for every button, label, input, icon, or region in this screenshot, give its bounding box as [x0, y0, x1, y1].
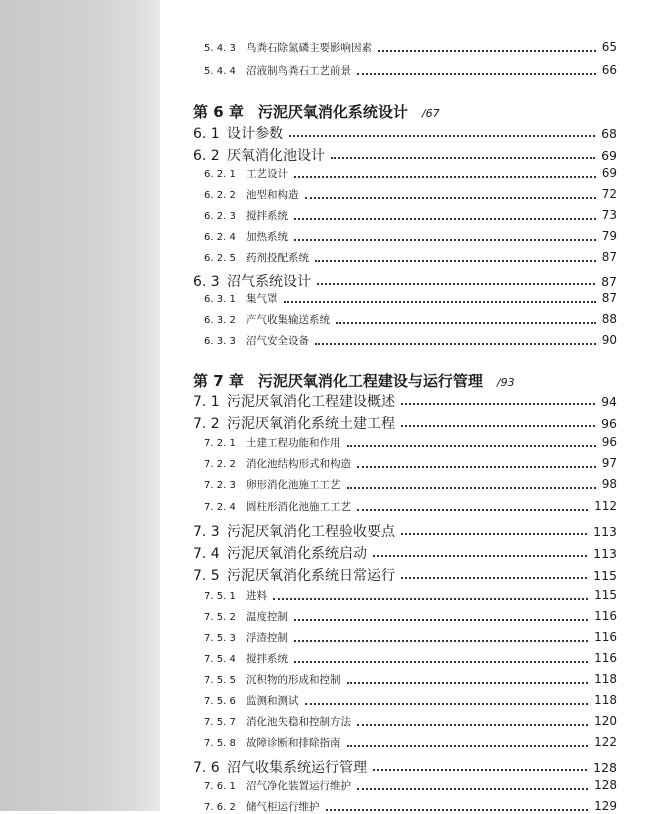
toc-entry-title: 消化池结构形式和构造	[246, 458, 351, 470]
leader-dots	[357, 509, 588, 511]
toc-entry-title: 土建工程功能和作用	[246, 437, 341, 449]
toc-entry-page: 115	[594, 588, 617, 602]
toc-section[interactable]	[193, 543, 617, 563]
toc-entry[interactable]	[204, 609, 617, 624]
toc-entry-page: 72	[601, 187, 617, 201]
toc-entry[interactable]	[204, 40, 617, 55]
toc-entry[interactable]	[204, 208, 617, 223]
toc-entry-title: 搅拌系统	[246, 210, 288, 222]
toc-entry-title: 沼液制鸟粪石工艺前景	[246, 65, 351, 77]
toc-entry-page: 98	[601, 477, 617, 491]
toc-entry-title: 污泥厌氧消化系统启动	[227, 546, 367, 562]
toc-entry-title: 污泥厌氧消化系统日常运行	[227, 568, 395, 584]
toc-entry-title: 搅拌系统	[246, 653, 288, 665]
toc-entry-title: 温度控制	[246, 611, 288, 623]
toc-entry-title: 池型和构造	[246, 189, 299, 201]
toc-entry-page: 69	[601, 148, 617, 163]
leader-dots	[373, 555, 587, 557]
toc-entry-title: 卵形消化池施工工艺	[246, 479, 341, 491]
toc-entry-number: 7. 4	[193, 546, 220, 562]
toc-entry-page: 115	[593, 568, 617, 583]
toc-entry-number: 7. 2. 3	[204, 480, 236, 491]
leader-dots	[315, 260, 596, 262]
leader-dots	[357, 724, 588, 726]
toc-entry[interactable]	[204, 693, 617, 708]
leader-dots	[401, 533, 587, 535]
toc-entry-number: 6. 1	[193, 126, 220, 142]
leader-dots	[305, 703, 589, 705]
leader-dots	[357, 73, 596, 75]
toc-entry-number: 6. 2. 1	[204, 169, 236, 180]
toc-entry-title: 沉积物的形成和控制	[246, 674, 341, 686]
leader-dots	[347, 682, 589, 684]
toc-entry-number: 7. 5. 1	[204, 591, 236, 602]
toc-entry-number: 5. 4. 3	[204, 43, 236, 54]
toc-entry-number: 6. 2. 2	[204, 190, 236, 201]
toc-entry[interactable]	[204, 499, 617, 514]
toc-entry-page: 113	[593, 546, 617, 561]
toc-entry-number: 7. 5. 2	[204, 612, 236, 623]
toc-entry[interactable]	[204, 735, 617, 750]
toc-entry-number: 7. 2	[193, 416, 220, 432]
toc-entry-page: 128	[594, 778, 617, 792]
toc-entry[interactable]	[204, 477, 617, 492]
leader-dots	[378, 50, 596, 52]
toc-entry-number: 6. 2. 4	[204, 232, 236, 243]
leader-dots	[336, 322, 596, 324]
toc-entry-page: 87	[601, 250, 617, 264]
chapter-title: 污泥厌氧消化工程建设与运行管理	[257, 372, 483, 390]
toc-entry-page: 68	[601, 126, 617, 141]
toc-entry[interactable]	[204, 651, 617, 666]
leader-dots	[347, 487, 596, 489]
toc-entry-title: 监测和测试	[246, 695, 299, 707]
toc-entry-number: 7. 2. 2	[204, 459, 236, 470]
toc-entry[interactable]	[204, 588, 617, 603]
toc-entry-page: 118	[594, 672, 617, 686]
toc-entry-title: 沼气收集系统运行管理	[227, 760, 367, 776]
leader-dots	[401, 577, 587, 579]
leader-dots	[294, 239, 596, 241]
toc-entry[interactable]	[204, 291, 617, 306]
toc-entry-number: 7. 5. 3	[204, 633, 236, 644]
toc-entry-number: 7. 5. 6	[204, 696, 236, 707]
toc-entry[interactable]	[204, 312, 617, 327]
toc-entry-page: 118	[594, 693, 617, 707]
toc-entry-page: 113	[593, 524, 617, 539]
toc-entry-page: 79	[601, 229, 617, 243]
toc-entry[interactable]	[204, 187, 617, 202]
toc-entry[interactable]	[204, 250, 617, 265]
chapter-label: 第 7 章	[193, 372, 244, 390]
toc-entry[interactable]	[204, 333, 617, 348]
toc-entry-number: 7. 5. 8	[204, 738, 236, 749]
toc-section[interactable]	[193, 757, 617, 777]
toc-entry[interactable]	[204, 630, 617, 645]
leader-dots	[317, 283, 595, 285]
leader-dots	[294, 176, 596, 178]
toc-entry[interactable]	[204, 435, 617, 450]
leader-dots	[294, 218, 596, 220]
chapter-page: /93	[496, 376, 515, 389]
toc-entry[interactable]	[204, 166, 617, 181]
toc-entry-page: 87	[601, 291, 617, 305]
toc-entry-title: 进料	[246, 590, 267, 602]
toc-entry-page: 94	[601, 394, 617, 409]
toc-entry-page: 96	[601, 435, 617, 449]
toc-entry-number: 6. 3. 1	[204, 294, 236, 305]
toc-entry-page: 120	[594, 714, 617, 728]
leader-dots	[326, 809, 589, 811]
toc-entry-page: 87	[601, 274, 617, 289]
leader-dots	[289, 135, 595, 137]
toc-entry-number: 6. 2	[193, 148, 220, 164]
toc-entry-page: 73	[601, 208, 617, 222]
toc-entry-page: 122	[594, 735, 617, 749]
toc-entry-title: 沼气净化装置运行维护	[246, 780, 351, 792]
leader-dots	[347, 745, 589, 747]
toc-entry-number: 6. 3. 3	[204, 336, 236, 347]
toc-entry-page: 116	[594, 609, 617, 623]
page-gutter-shadow	[0, 0, 160, 811]
toc-section[interactable]	[193, 271, 617, 291]
toc-entry-page: 97	[601, 456, 617, 470]
toc-entry-number: 7. 3	[193, 524, 220, 540]
toc-entry-page: 116	[594, 651, 617, 665]
toc-entry-number: 7. 5. 7	[204, 717, 236, 728]
chapter-title: 污泥厌氧消化系统设计	[257, 103, 408, 121]
leader-dots	[294, 661, 588, 663]
toc-entry-number: 6. 3. 2	[204, 315, 236, 326]
toc-entry-number: 7. 1	[193, 394, 220, 410]
toc-section[interactable]	[193, 145, 617, 165]
leader-dots	[294, 619, 588, 621]
toc-entry-title: 设计参数	[227, 126, 283, 142]
toc-entry-page: 90	[601, 333, 617, 347]
toc-entry-page: 69	[601, 166, 617, 180]
toc-entry-number: 6. 3	[193, 274, 220, 290]
leader-dots	[294, 640, 588, 642]
toc-section[interactable]	[193, 413, 617, 433]
leader-dots	[305, 197, 596, 199]
leader-dots	[357, 466, 596, 468]
toc-section[interactable]	[193, 565, 617, 585]
toc-section[interactable]	[193, 123, 617, 143]
toc-entry-title: 加热系统	[246, 231, 288, 243]
toc-entry-page: 96	[601, 416, 617, 431]
toc-entry-number: 6. 2. 5	[204, 253, 236, 264]
toc-page	[160, 0, 657, 811]
leader-dots	[284, 301, 596, 303]
chapter-heading[interactable]	[193, 101, 440, 122]
toc-entry[interactable]	[204, 799, 617, 814]
toc-entry-page: 88	[601, 312, 617, 326]
toc-entry-title: 工艺设计	[246, 168, 288, 180]
leader-dots	[373, 769, 587, 771]
leader-dots	[331, 157, 595, 159]
toc-entry-title: 圆柱形消化池施工工艺	[246, 501, 351, 513]
leader-dots	[347, 445, 596, 447]
toc-entry-title: 药剂投配系统	[246, 252, 309, 264]
toc-entry-page: 116	[594, 630, 617, 644]
toc-entry-number: 7. 6. 2	[204, 802, 236, 813]
toc-entry[interactable]	[204, 714, 617, 729]
chapter-page: /67	[421, 107, 440, 120]
toc-entry-title: 储气柜运行维护	[246, 801, 320, 813]
toc-entry-title: 浮渣控制	[246, 632, 288, 644]
toc-entry-title: 集气罩	[246, 293, 278, 305]
toc-entry-number: 6. 2. 3	[204, 211, 236, 222]
leader-dots	[273, 598, 588, 600]
toc-entry[interactable]	[204, 456, 617, 471]
toc-entry-title: 污泥厌氧消化工程建设概述	[227, 394, 395, 410]
chapter-heading[interactable]	[193, 370, 515, 391]
toc-entry-number: 7. 2. 4	[204, 502, 236, 513]
toc-entry-page: 65	[601, 40, 617, 54]
toc-entry-number: 5. 4. 4	[204, 66, 236, 77]
toc-entry-number: 7. 6	[193, 760, 220, 776]
toc-entry[interactable]	[204, 63, 617, 78]
toc-entry-page: 129	[594, 799, 617, 813]
toc-entry-title: 污泥厌氧消化工程验收要点	[227, 524, 395, 540]
toc-entry-title: 故障诊断和排除指南	[246, 737, 341, 749]
toc-entry[interactable]	[204, 229, 617, 244]
toc-entry-page: 112	[594, 499, 617, 513]
leader-dots	[315, 343, 596, 345]
toc-entry-title: 沼气安全设备	[246, 335, 309, 347]
toc-entry-page: 128	[593, 760, 617, 775]
leader-dots	[401, 425, 595, 427]
toc-entry-title: 产气收集输送系统	[246, 314, 330, 326]
toc-entry-title: 鸟粪石除氮磷主要影响因素	[246, 42, 372, 54]
toc-entry-title: 沼气系统设计	[227, 274, 311, 290]
toc-entry-title: 消化池失稳和控制方法	[246, 716, 351, 728]
toc-entry-title: 厌氧消化池设计	[227, 148, 325, 164]
toc-entry-title: 污泥厌氧消化系统土建工程	[227, 416, 395, 432]
leader-dots	[401, 403, 595, 405]
toc-entry-number: 7. 6. 1	[204, 781, 236, 792]
toc-entry-page: 66	[601, 63, 617, 77]
toc-entry[interactable]	[204, 778, 617, 793]
toc-entry-number: 7. 5	[193, 568, 220, 584]
chapter-label: 第 6 章	[193, 103, 244, 121]
toc-entry[interactable]	[204, 672, 617, 687]
toc-section[interactable]	[193, 391, 617, 411]
toc-entry-number: 7. 5. 4	[204, 654, 236, 665]
toc-entry-number: 7. 5. 5	[204, 675, 236, 686]
toc-section[interactable]	[193, 521, 617, 541]
leader-dots	[357, 788, 588, 790]
toc-entry-number: 7. 2. 1	[204, 438, 236, 449]
